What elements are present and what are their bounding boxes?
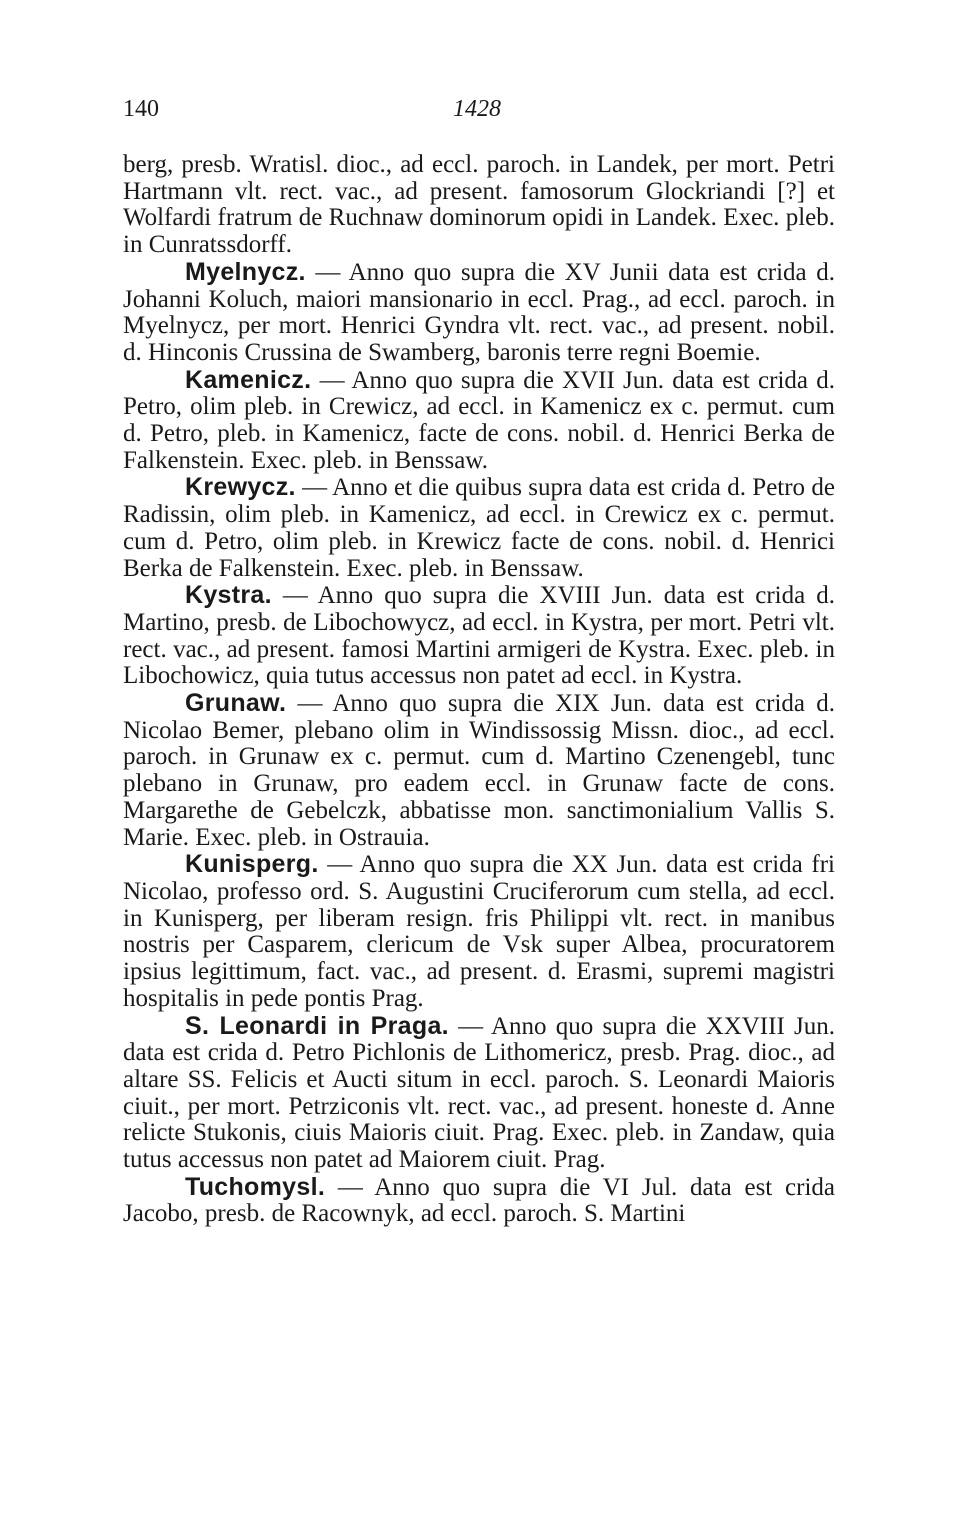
- entry-kamenicz: [123, 367, 835, 475]
- entry-text: — Anno quo supra die XX Jun. data est crida fri Nicolao, professo ord. S. Augustini Cruciferorum cum stella, ad eccl. in Kunisperg, per liberam resign. fris Philippi vlt. rect. in manibus nostris per Casparem, clericum de Vsk super Albea, procuratorem ipsius legittimum, fact. vac., ad present. d. Erasmi, supremi magistri hospitalis in pede pontis Prag.: [123, 851, 835, 1012]
- entry-place: Krewycz.: [185, 473, 296, 502]
- entry-grunaw: [123, 690, 835, 851]
- running-year: 1428: [453, 96, 501, 122]
- entry-place: Kystra.: [185, 581, 272, 610]
- entry-myelnycz: [123, 259, 835, 367]
- entry-continuation: [123, 152, 835, 259]
- entry-place: Myelnycz.: [185, 257, 306, 286]
- entry-place: Kamenicz.: [185, 365, 312, 394]
- entry-place: Kunisperg.: [185, 850, 319, 879]
- entry-text: berg, presb. Wratisl. dioc., ad eccl. paroch. in Landek, per mort. Petri Hartmann vlt. rect. vac., ad present. famosorum Glockriandi [?] et Wolfardi fratrum de Ruchnaw dominorum opidi in Landek. Exec. pleb. in Cunratssdorff.: [123, 151, 835, 259]
- entry-tuchomysl: [123, 1174, 835, 1228]
- entry-krewycz: [123, 474, 835, 582]
- page-header: [123, 96, 835, 130]
- entry-kystra: [123, 582, 835, 690]
- body-text: [123, 152, 835, 1228]
- entry-text: — Anno quo supra die XVIII Jun. data est crida d. Martino, presb. de Libochowycz, ad eccl. in Kystra, per mort. Petri vlt. rect. vac., ad present. famosi Martini armigeri de Kystra. Exec. pleb. in Libochowicz, quia tutus accessus non patet ad eccl. in Kystra.: [123, 582, 835, 690]
- entry-text: — Anno et die quibus supra data est crida d. Petro de Radissin, olim pleb. in Kamenicz, ad eccl. in Crewicz ex c. permut. cum d. Petro, olim pleb. in Krewicz facte de cons. nobil. d. Henrici Berka de Falkenstein. Exec. pleb. in Benssaw.: [123, 474, 835, 582]
- entry-text: — Anno quo supra die XIX Jun. data est crida d. Nicolao Bemer, plebano olim in Windissossig Missn. dioc., ad eccl. paroch. in Grunaw ex c. permut. cum d. Martino Czenengebl, tunc plebano in Grunaw, pro eadem eccl. in Grunaw facte de cons. Margarethe de Gebelczk, abbatisse mon. sanctimonialium Vallis S. Marie. Exec. pleb. in Ostrauia.: [123, 690, 835, 851]
- entry-place: Grunaw.: [185, 689, 287, 718]
- entry-text: — Anno quo supra die XV Junii data est crida d. Johanni Koluch, maiori mansionario in eccl. Prag., ad eccl. paroch. in Myelnycz, per mort. Henrici Gyndra vlt. rect. vac., ad present. nobil. d. Hinconis Crussina de Swamberg, baronis terre regni Boemie.: [123, 258, 835, 366]
- entry-text: — Anno quo supra die XXVIII Jun. data est crida d. Petro Pichlonis de Lithomericz, presb. Prag. dioc., ad altare SS. Felicis et Aucti situm in eccl. paroch. S. Leonardi Maioris ciuit., per mort. Petrziconis vlt. rect. vac., ad present. honeste d. Anne relicte Stukonis, ciuis Maioris ciuit. Prag. Exec. pleb. in Zandaw, quia tutus accessus non patet ad Maiorem ciuit. Prag.: [123, 1012, 835, 1174]
- entry-text: — Anno quo supra die XVII Jun. data est crida d. Petro, olim pleb. in Crewicz, ad eccl. in Kamenicz ex c. permut. cum d. Petro, pleb. in Kamenicz, facte de cons. nobil. d. Henrici Berka de Falkenstein. Exec. pleb. in Benssaw.: [123, 366, 835, 474]
- entry-place: Tuchomysl.: [185, 1172, 326, 1201]
- entry-text: — Anno quo supra die VI Jul. data est crida Jacobo, presb. de Racownyk, ad eccl. paroch. S. Martini: [123, 1173, 835, 1228]
- page-number: 140: [123, 96, 159, 122]
- entry-place: S. Leonardi in Praga.: [185, 1011, 449, 1040]
- entry-s-leonardi: [123, 1013, 835, 1174]
- entry-kunisperg: [123, 851, 835, 1012]
